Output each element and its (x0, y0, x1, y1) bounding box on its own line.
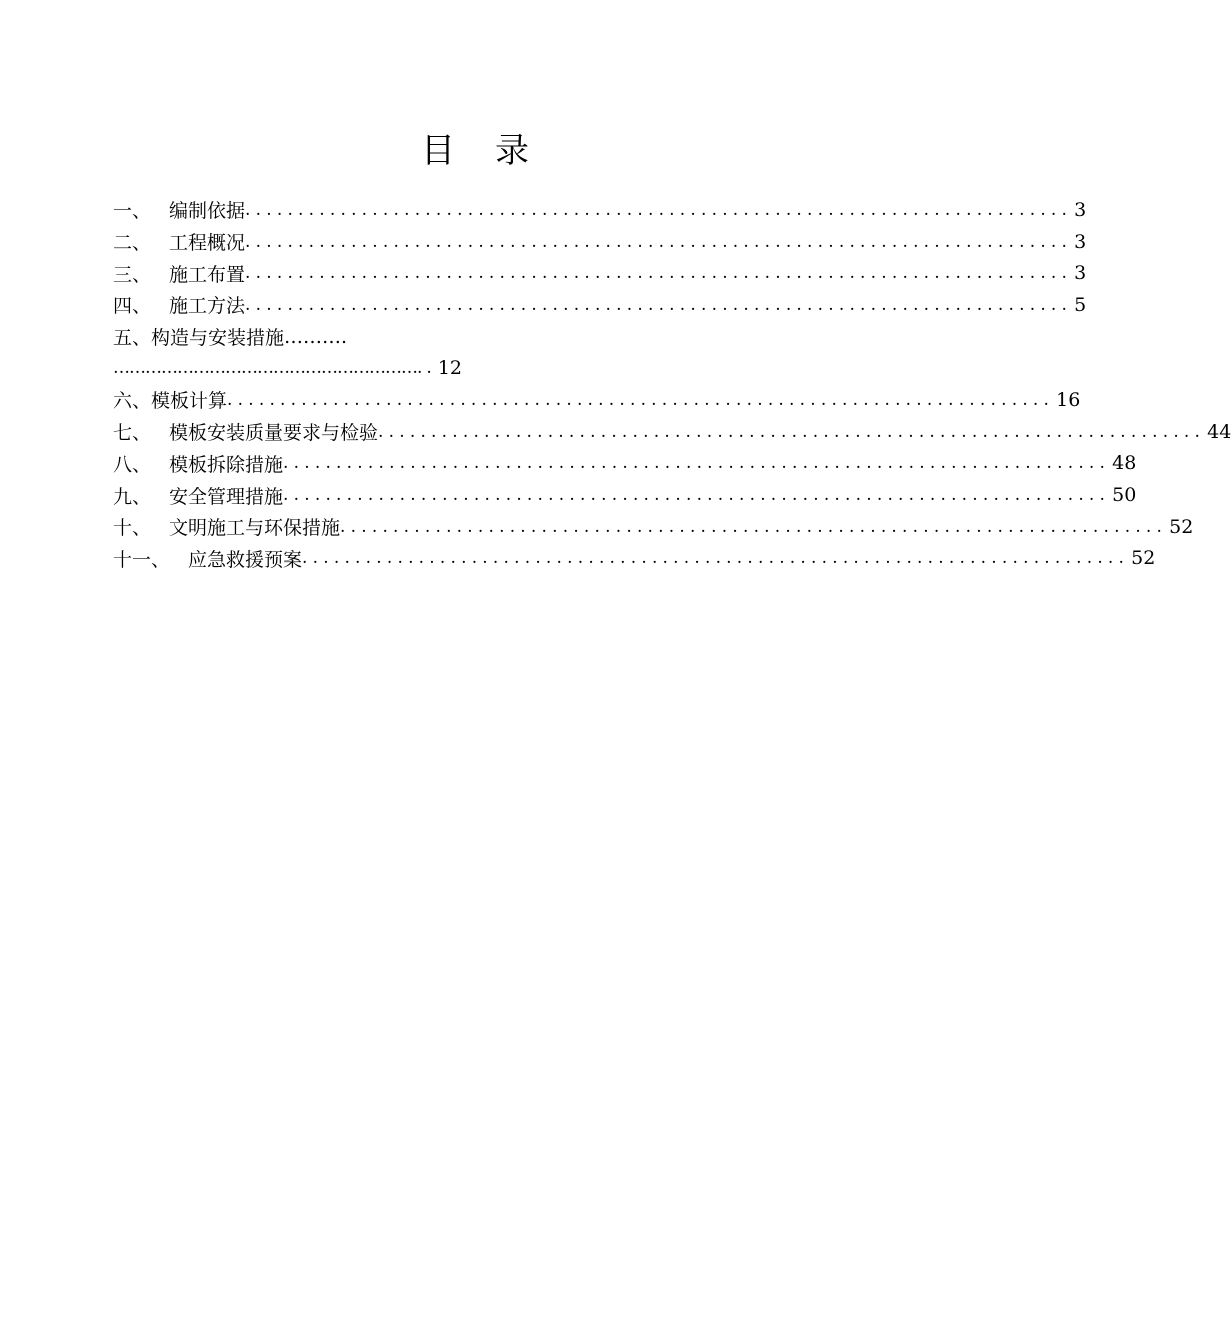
toc-entry-page: 52 (1131, 547, 1156, 570)
toc-entry-label: 安全管理措施 (169, 485, 284, 508)
toc-entry-number: 九、 (113, 485, 152, 508)
dot-leader: .............................................................................. (245, 199, 1073, 220)
toc-entry-page: 50 (1112, 484, 1137, 507)
toc-entry-9[interactable] (113, 479, 1137, 511)
dot-leader: .............................................................................. (245, 231, 1073, 252)
table-of-contents (113, 194, 1231, 574)
toc-entry-page: 5 (1074, 293, 1087, 316)
dot-leader: .............................................................................. (245, 263, 1073, 284)
toc-entry-number: 八、 (113, 453, 152, 476)
toc-entry-trail: ………. (284, 325, 348, 348)
dot-leader: .............................................................................. (340, 516, 1168, 537)
toc-entry-number: 一、 (113, 200, 152, 223)
toc-entry-number: 六、 (113, 390, 152, 413)
toc-entry-5[interactable] (113, 321, 859, 353)
toc-entry-8[interactable] (113, 448, 1137, 480)
toc-entry-label: 施工布置 (169, 263, 246, 286)
toc-entry-number: 三、 (113, 263, 152, 286)
toc-entry-number: 十一、 (113, 548, 171, 571)
toc-entry-label: 模板拆除措施 (169, 453, 284, 476)
toc-entry-6[interactable] (113, 384, 1081, 416)
toc-entry-10[interactable] (113, 511, 1194, 543)
toc-entry-3[interactable] (113, 257, 1087, 289)
dot-leader: .............................................................................. (227, 389, 1055, 410)
toc-entry-page: 12 (437, 357, 462, 380)
dot-leader: .............................................................................. (245, 294, 1073, 315)
dot-leader: ………………………………………………… (113, 358, 417, 379)
toc-entry-page: 3 (1074, 262, 1087, 285)
toc-entry-number: 四、 (113, 295, 152, 318)
dot-leader-tail: .. (417, 358, 436, 379)
dot-leader: .............................................................................. (283, 453, 1111, 474)
toc-entry-11[interactable] (113, 543, 1156, 575)
toc-entry-number: 七、 (113, 422, 152, 445)
toc-entry-4[interactable] (113, 289, 1087, 321)
toc-entry-1[interactable] (113, 194, 1087, 226)
toc-entry-label: 模板计算 (151, 390, 228, 413)
toc-entry-page: 48 (1112, 452, 1137, 475)
toc-entry-label: 工程概况 (169, 232, 246, 255)
toc-entry-label: 应急救援预案 (188, 548, 303, 571)
toc-entry-page: 44 (1207, 420, 1231, 443)
toc-entry-label: 施工方法 (169, 295, 246, 318)
dot-leader: .............................................................................. (302, 548, 1130, 569)
toc-entry-label: 编制依据 (169, 200, 246, 223)
page-title (0, 126, 950, 176)
toc-entry-page: 3 (1074, 230, 1087, 253)
toc-entry-number: 十、 (113, 517, 152, 540)
toc-entry-label: 文明施工与环保措施 (169, 517, 341, 540)
dot-leader: .............................................................................. (283, 485, 1111, 506)
title-char-1: 目 (421, 131, 455, 171)
toc-entry-7[interactable] (113, 416, 1231, 448)
toc-entry-number: 二、 (113, 232, 152, 255)
toc-entry-page: 3 (1074, 198, 1087, 221)
toc-entry-5-continuation[interactable] (113, 352, 859, 384)
toc-entry-label: 构造与安装措施 (151, 327, 285, 350)
title-char-2: 录 (495, 131, 529, 171)
toc-entry-number: 五、 (113, 327, 152, 350)
toc-entry-label: 模板安装质量要求与检验 (169, 422, 379, 445)
toc-entry-page: 16 (1056, 388, 1081, 411)
dot-leader: .............................................................................. (378, 421, 1206, 442)
toc-entry-2[interactable] (113, 226, 1087, 258)
toc-entry-page: 52 (1169, 515, 1194, 538)
